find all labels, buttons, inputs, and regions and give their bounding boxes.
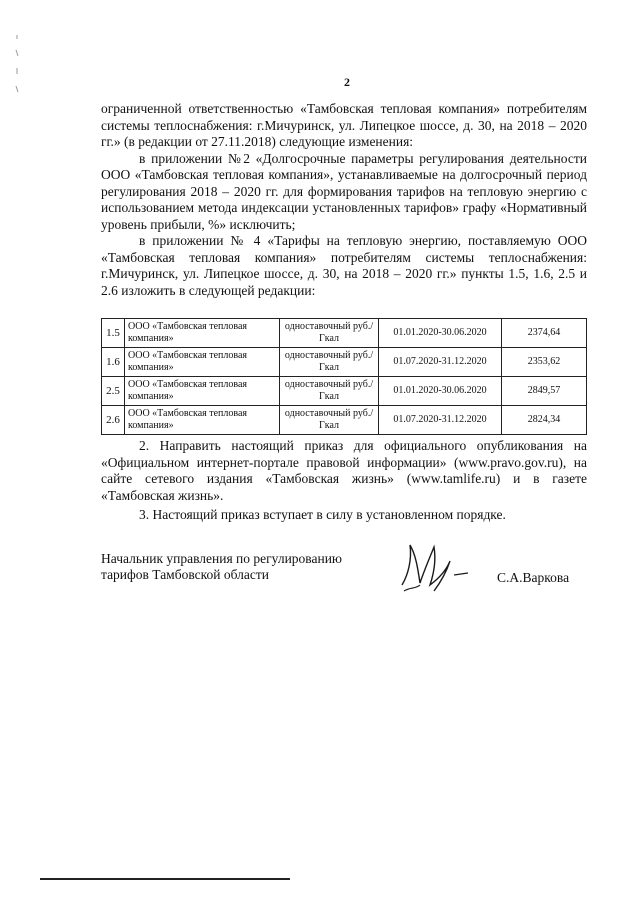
body-text-top — [101, 101, 587, 299]
page-number: 2 — [344, 75, 350, 89]
signatory-position-line2: тарифов Тамбовской области — [101, 567, 269, 582]
paragraph-intro: ограниченной ответственностью «Тамбовская тепловая компания» потребителям системы теплоснабжения: г.Мичуринск, ул. Липецкое шоссе, д. 30, на 2018 – 2020 гг.» (в редакции от 27.11.2018) следующие изменения: — [101, 101, 587, 149]
paragraph-effective: 3. Настоящий приказ вступает в силу в установленном порядке. — [139, 507, 506, 522]
body-text-bottom — [101, 438, 587, 524]
row-value: 2824,34 — [502, 406, 587, 435]
row-period: 01.07.2020-31.12.2020 — [379, 348, 502, 377]
paragraph-publication: 2. Направить настоящий приказ для официального опубликования на «Официальном интернет-портале правовой информации» (www.pravo.gov.ru), на сайте сетевого издания «Тамбовская жизнь» (www.tamlife.ru) и в газете «Тамбовская жизнь». — [101, 438, 587, 503]
row-value: 2849,57 — [502, 377, 587, 406]
table-row — [102, 319, 587, 348]
table-row — [102, 348, 587, 377]
signatory-name: С.А.Варкова — [497, 570, 570, 585]
paragraph-appendix-2: в приложении №2 «Долгосрочные параметры регулирования деятельности ООО «Тамбовская тепловая компания», устанавливаемые на долгосрочный период регулирования 2018 – 2020 гг. для формирования тарифов на тепловую энергию с использованием метода индексации установленных тарифов» графу «Нормативный уровень прибыли, %» исключить; — [101, 150, 587, 232]
row-number: 2.5 — [102, 377, 125, 406]
row-unit: одноставочный руб./Гкал — [280, 406, 379, 435]
signatory-position — [101, 551, 401, 583]
row-unit: одноставочный руб./Гкал — [280, 319, 379, 348]
row-organization: ООО «Тамбовская тепловая компания» — [125, 377, 280, 406]
row-number: 1.6 — [102, 348, 125, 377]
handwritten-signature — [390, 535, 480, 600]
row-period: 01.01.2020-30.06.2020 — [379, 319, 502, 348]
margin-marks — [12, 30, 22, 100]
table-row — [102, 377, 587, 406]
paragraph-appendix-4: в приложении № 4 «Тарифы на тепловую энергию, поставляемую ООО «Тамбовская тепловая компания» потребителям системы теплоснабжения: г.Мичуринск, ул. Липецкое шоссе, д. 30, на 2018 – 2020 гг.» пункты 1.5, 1.6, 2.5 и 2.6 изложить в следующей редакции: — [101, 233, 587, 298]
row-value: 2353,62 — [502, 348, 587, 377]
row-organization: ООО «Тамбовская тепловая компания» — [125, 319, 280, 348]
row-period: 01.01.2020-30.06.2020 — [379, 377, 502, 406]
row-value: 2374,64 — [502, 319, 587, 348]
row-number: 2.6 — [102, 406, 125, 435]
table-row — [102, 406, 587, 435]
row-unit: одноставочный руб./Гкал — [280, 377, 379, 406]
footer-divider — [40, 878, 290, 880]
signatory-position-line1: Начальник управления по регулированию — [101, 551, 343, 566]
row-organization: ООО «Тамбовская тепловая компания» — [125, 406, 280, 435]
row-organization: ООО «Тамбовская тепловая компания» — [125, 348, 280, 377]
row-period: 01.07.2020-31.12.2020 — [379, 406, 502, 435]
tariffs-table — [101, 318, 587, 435]
row-unit: одноставочный руб./Гкал — [280, 348, 379, 377]
row-number: 1.5 — [102, 319, 125, 348]
